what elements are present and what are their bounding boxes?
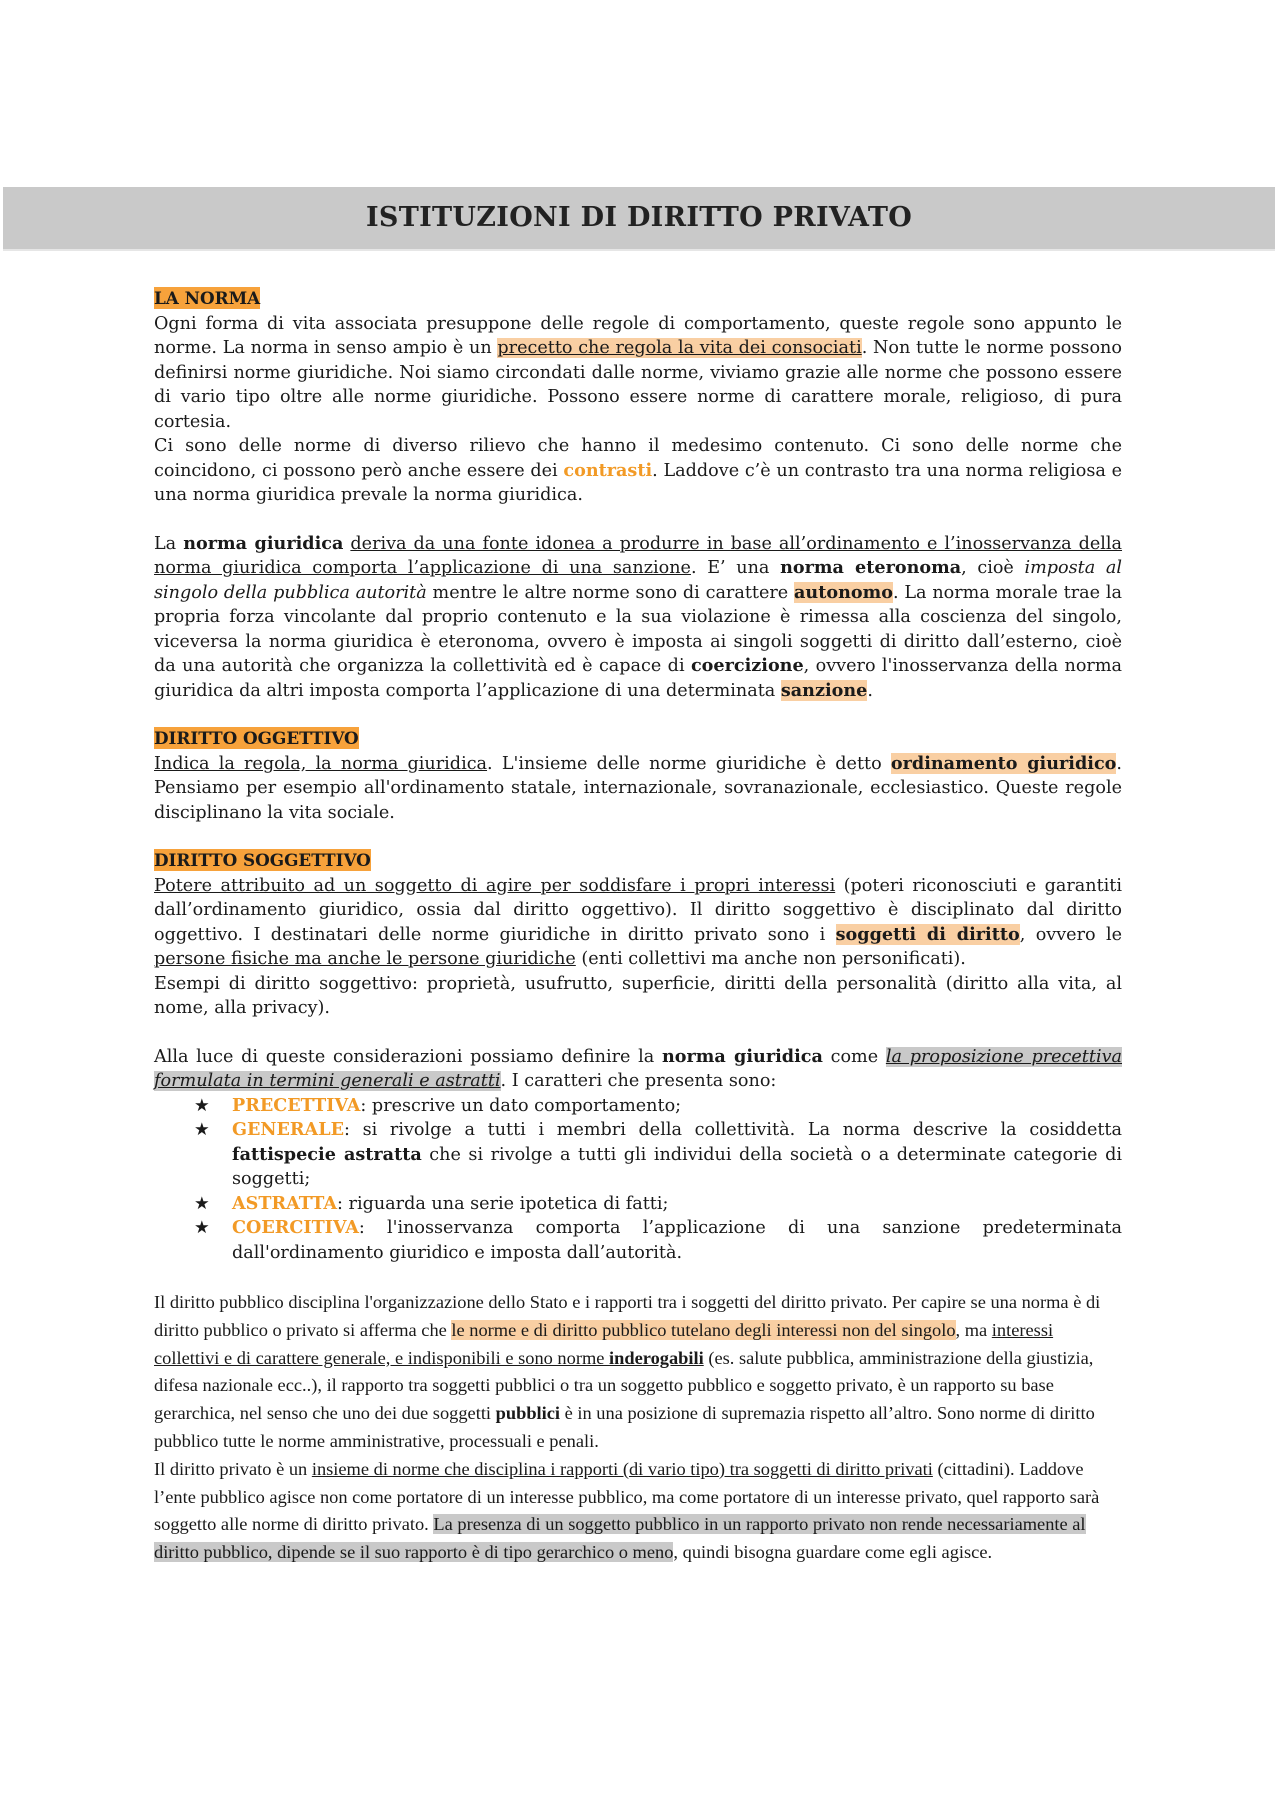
star-icon: ★ <box>194 1120 210 1140</box>
highlight: precetto che regola la vita dei consociati <box>497 338 862 358</box>
page-title: ISTITUZIONI DI DIRITTO PRIVATO <box>365 202 913 233</box>
paragraph: Il diritto pubblico disciplina l'organizzazione dello Stato e i rapporti tra i soggetti del diritto privato. Per capire se una norma è di diritto pubblico o privato si afferma che le norme e di diritto pubblico tutelano degli interessi non del singolo, ma interessi collettivi e di carattere generale, e indisponibili e sono norme inderogabili (es. salute pubblica, amministrazione della giustizia, difesa nazionale ecc..), il rapporto tra soggetti pubblici o tra un soggetto pubblico e soggetto privato, è un rapporto su base gerarchica, nel senso che uno dei due soggetti pubblici è in una posizione di supremazia rispetto all’altro. Sono norme di diritto pubblico tutte le norme amministrative, processuali e penali. <box>154 1292 1101 1451</box>
list-item: ★ GENERALE: si rivolge a tutti i membri della collettività. La norma descrive la cosiddetta fattispecie astratta che si rivolge a tutti gli individui della società o a determinate categorie di soggetti; <box>194 1119 1123 1189</box>
highlight: la proposizione precettiva formulata in termini generali e astratti <box>154 1046 1122 1091</box>
paragraph: Ci sono delle norme di diverso rilievo che hanno il medesimo contenuto. Ci sono delle norme che coincidono, ci possono però anche essere dei contrasti. Laddove c’è un contrasto tra una norma religiosa e una norma giuridica prevale la norma giuridica. <box>154 436 1123 505</box>
paragraph: Esempi di diritto soggettivo: proprietà, usufrutto, superficie, diritti della personalità (diritto alla vita, al nome, alla privacy). <box>154 973 1122 1018</box>
paragraph: Il diritto privato è un insieme di norme che disciplina i rapporti (di vario tipo) tra soggetti di diritto privati (cittadini). Laddove l’ente pubblico agisce non come portatore di un interesse pubblico, ma come portatore di un interesse privato, quel rapporto sarà soggetto alle norme di diritto privato. La presenza di un soggetto pubblico in un rapporto privato non rende necessariamente al diritto pubblico, dipende se il suo rapporto è di tipo gerarchico o meno, quindi bisogna guardare come egli agisce. <box>154 1458 1100 1563</box>
highlight: sanzione <box>780 679 868 701</box>
characteristics-list <box>154 1094 1122 1266</box>
paragraph: Ogni forma di vita associata presuppone delle regole di comportamento, queste regole sono appunto le norme. La norma in senso ampio è un precetto che regola la vita dei consociati. Non tutte le norme possono definirsi norme giuridiche. Noi siamo circondati dalle norme, viviamo grazie alle norme che possono essere di vario tipo oltre alle norme giuridiche. Possono essere norme di carattere morale, religioso, di pura cortesia. <box>154 313 1122 432</box>
document-body <box>154 287 1122 1567</box>
star-icon: ★ <box>194 1218 210 1238</box>
star-icon: ★ <box>194 1095 210 1116</box>
highlight: soggetti di diritto <box>835 923 1020 945</box>
paragraph: Alla luce di queste considerazioni possiamo definire la norma giuridica come la proposizione precettiva formulata in termini generali e astratti. I caratteri che presenta sono: <box>154 1045 1122 1091</box>
highlight: le norme e di diritto pubblico tutelano degli interessi non del singolo <box>451 1319 956 1340</box>
section-heading-oggettivo: DIRITTO OGGETTIVO <box>154 728 359 748</box>
paragraph: La norma giuridica deriva da una fonte idonea a produrre in base all’ordinamento e l’inosservanza della norma giuridica comporta l’applicazione di una sanzione. E’ una norma eteronoma, cioè imposta al singolo della pubblica autorità mentre le altre norme sono di carattere autonomo. La norma morale trae la propria forza vincolante dal proprio contenuto e la sua violazione è rimessa alla coscienza del singolo, viceversa la norma giuridica è eteronoma, ovvero è imposta ai singoli soggetti di diritto dall’esterno, cioè da una autorità che organizza la collettività ed è capace di coercizione, ovvero l'inosservanza della norma giuridica da altri imposta comporta l’applicazione di una determinata sanzione. <box>154 532 1123 701</box>
paragraph: Potere attribuito ad un soggetto di agire per soddisfare i propri interessi (poteri riconosciuti e garantiti dall’ordinamento giuridico, ossia dal diritto oggettivo). Il diritto soggettivo è disciplinato dal diritto oggettivo. I destinatari delle norme giuridiche in diritto privato sono i soggetti di diritto, ovvero le persone fisiche ma anche le persone giuridiche (enti collettivi ma anche non personificati). <box>154 875 1123 969</box>
highlight: ordinamento giuridico <box>890 752 1117 774</box>
title-bar <box>3 187 1275 251</box>
paragraph: Indica la regola, la norma giuridica. L'insieme delle norme giuridiche è detto ordinamento giuridico. Pensiamo per esempio all'ordinamento statale, internazionale, sovranazionale, ecclesiastico. Queste regole disciplinano la vita sociale. <box>154 752 1123 823</box>
list-item: ★ COERCITIVA: l'inosservanza comporta l’applicazione di una sanzione predeterminata dall'ordinamento giuridico e imposta dall’autorità. <box>194 1217 1122 1263</box>
section-heading-norma: LA NORMA <box>154 288 261 308</box>
list-item: ★ ASTRATTA: riguarda una serie ipotetica di fatti; <box>154 1192 1122 1217</box>
list-item: ★ PRECETTIVA: prescrive un dato comportamento; <box>154 1094 1122 1119</box>
orange-term: contrasti <box>563 459 653 481</box>
highlight: autonomo <box>794 581 893 603</box>
highlight: La presenza di un soggetto pubblico in un rapporto privato non rende necessariamente al diritto pubblico, dipende se il suo rapporto è di tipo gerarchico o meno <box>154 1514 1086 1563</box>
section-heading-soggettivo: DIRITTO SOGGETTIVO <box>154 850 371 870</box>
star-icon: ★ <box>194 1193 210 1214</box>
public-private-section <box>154 1289 1122 1567</box>
